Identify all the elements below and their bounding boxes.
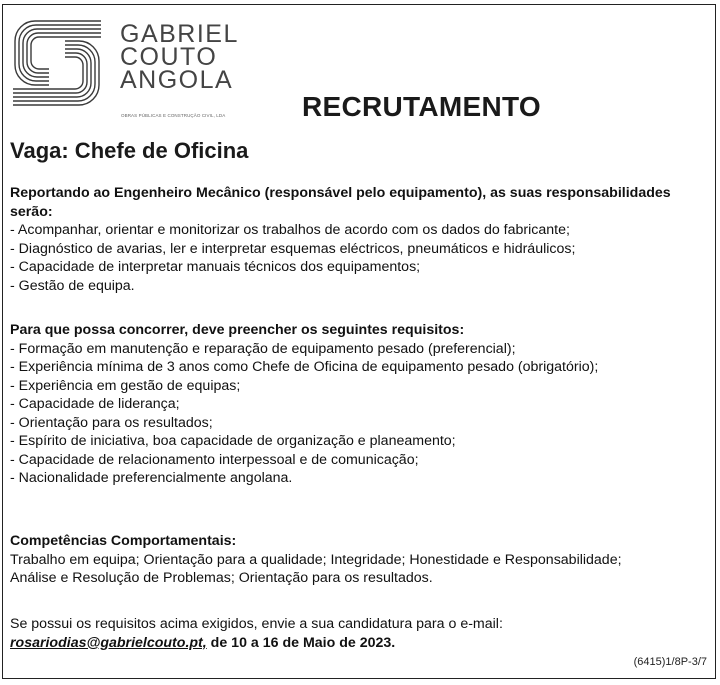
company-subtitle: OBRAS PÚBLICAS E CONSTRUÇÃO CIVIL, LDA bbox=[121, 113, 226, 118]
list-item: - Experiência mínima de 3 anos como Chefe de Oficina de equipamento pesado (obrigatório); bbox=[10, 359, 599, 375]
page-headline: RECRUTAMENTO bbox=[302, 91, 542, 122]
vacancy-title: Vaga: Chefe de Oficina bbox=[10, 138, 249, 163]
application-section bbox=[10, 615, 503, 652]
list-item: - Gestão de equipa. bbox=[10, 277, 135, 294]
company-name-line-1: GABRIEL bbox=[120, 20, 239, 48]
gabriel-couto-logo-icon bbox=[9, 15, 105, 111]
requirements-section bbox=[10, 321, 598, 488]
requirements-heading: Para que possa concorrer, deve preencher os seguintes requisitos: bbox=[10, 322, 465, 338]
job-advert bbox=[2, 4, 716, 679]
email-link[interactable]: rosariodias@gabrielcouto.pt, bbox=[10, 634, 207, 651]
company-name-line-3: ANGOLA bbox=[120, 66, 234, 94]
reference-code: (6415)1/8P-3/7 bbox=[633, 656, 707, 668]
competencies-line-1: Trabalho em equipa; Orientação para a qualidade; Integridade; Honestidade e Responsabilidade; bbox=[10, 551, 622, 568]
list-item: - Orientação para os resultados; bbox=[10, 414, 213, 431]
responsibilities-section bbox=[10, 184, 671, 295]
responsibilities-heading: Reportando ao Engenheiro Mecânico (responsável pelo equipamento), as suas responsabilidades bbox=[10, 185, 671, 201]
list-item: - Diagnóstico de avarias, ler e interpretar esquemas eléctricos, pneumáticos e hidráulicos; bbox=[10, 240, 576, 257]
list-item: - Nacionalidade preferencialmente angolana. bbox=[10, 470, 293, 486]
application-period: de 10 a 16 de Maio de 2023. bbox=[206, 634, 396, 651]
competencies-line-2: Análise e Resolução de Problemas; Orientação para os resultados. bbox=[10, 570, 433, 586]
company-name bbox=[120, 20, 239, 94]
competencies-section bbox=[10, 532, 622, 588]
company-name-line-2: COUTO bbox=[120, 43, 218, 71]
application-contact bbox=[10, 634, 503, 653]
responsibilities-heading-cont: serão: bbox=[10, 203, 53, 220]
competencies-heading: Competências Comportamentais: bbox=[10, 533, 237, 549]
list-item: - Experiência em gestão de equipas; bbox=[10, 377, 241, 394]
application-intro: Se possui os requisitos acima exigidos, envie a sua candidatura para o e-mail: bbox=[10, 616, 503, 632]
list-item: - Espírito de iniciativa, boa capacidade de organização e planeamento; bbox=[10, 433, 456, 449]
list-item: - Capacidade de interpretar manuais técnicos dos equipamentos; bbox=[10, 259, 421, 275]
list-item: - Formação em manutenção e reparação de equipamento pesado (preferencial); bbox=[10, 340, 516, 357]
list-item: - Capacidade de liderança; bbox=[10, 396, 180, 412]
list-item: - Capacidade de relacionamento interpessoal e de comunicação; bbox=[10, 451, 419, 468]
list-item: - Acompanhar, orientar e monitorizar os trabalhos de acordo com os dados do fabricante; bbox=[10, 222, 570, 238]
